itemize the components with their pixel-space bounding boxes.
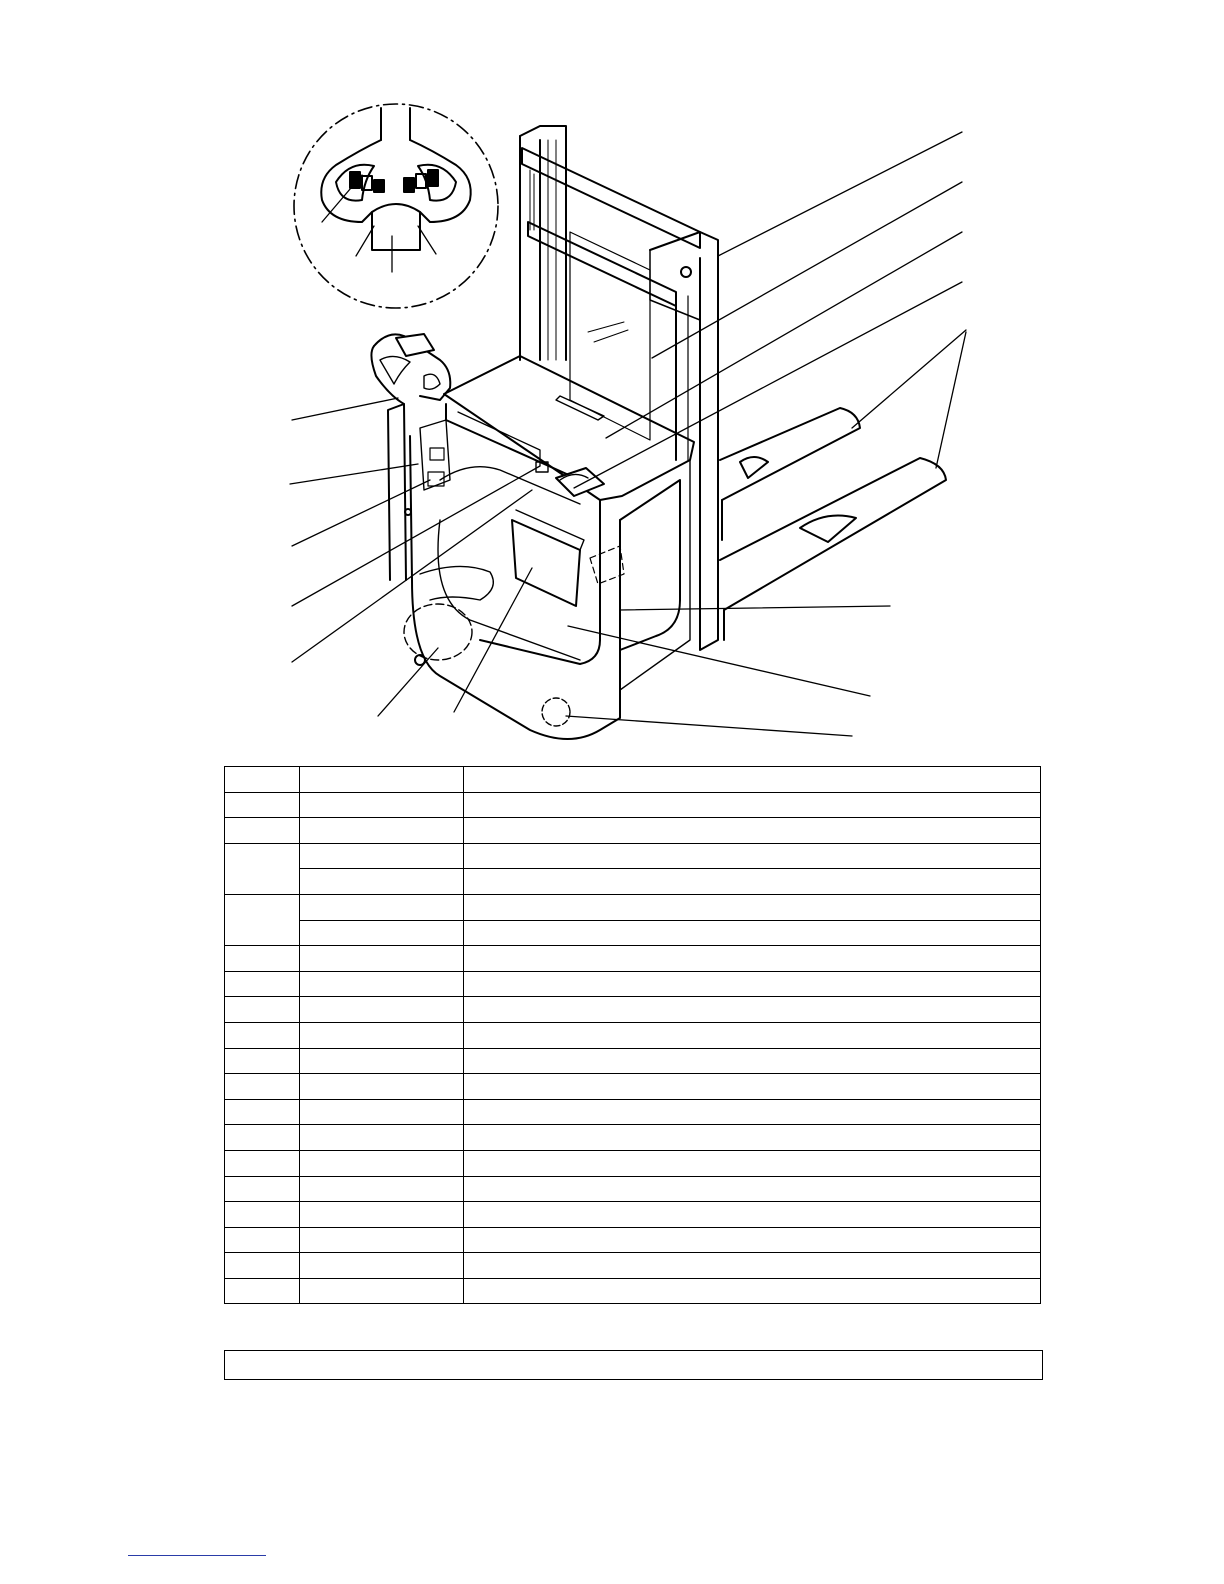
description-cell <box>464 818 1041 844</box>
table-row <box>225 971 1041 997</box>
item-cell <box>225 1227 300 1253</box>
part-cell <box>300 767 464 793</box>
item-cell <box>225 818 300 844</box>
item-cell <box>225 894 300 945</box>
note-box <box>224 1350 1043 1380</box>
description-cell <box>464 1125 1041 1151</box>
part-cell <box>300 920 464 946</box>
table-row <box>225 1278 1041 1304</box>
description-cell <box>464 1150 1041 1176</box>
item-cell <box>225 1125 300 1151</box>
description-cell <box>464 1253 1041 1279</box>
item-cell <box>225 1253 300 1279</box>
part-cell <box>300 1278 464 1304</box>
part-cell <box>300 946 464 972</box>
table-row <box>225 792 1041 818</box>
item-cell <box>225 792 300 818</box>
description-cell <box>464 843 1041 869</box>
description-cell <box>464 1176 1041 1202</box>
description-cell <box>464 792 1041 818</box>
description-cell <box>464 971 1041 997</box>
description-cell <box>464 946 1041 972</box>
part-cell <box>300 1202 464 1228</box>
part-cell <box>300 1150 464 1176</box>
table-row <box>225 1176 1041 1202</box>
description-cell <box>464 1022 1041 1048</box>
table-row <box>225 1022 1041 1048</box>
table-row <box>225 997 1041 1023</box>
table-row <box>225 1202 1041 1228</box>
item-cell <box>225 1099 300 1125</box>
footer-link-underline[interactable] <box>128 1555 266 1556</box>
item-cell <box>225 1074 300 1100</box>
table-row <box>225 1099 1041 1125</box>
detail-inset <box>294 104 498 308</box>
item-cell <box>225 843 300 894</box>
part-cell <box>300 997 464 1023</box>
item-cell <box>225 946 300 972</box>
part-cell <box>300 1253 464 1279</box>
pallet-stacker-illustration <box>0 0 1224 760</box>
item-cell <box>225 1150 300 1176</box>
description-cell <box>464 997 1041 1023</box>
description-cell <box>464 1048 1041 1074</box>
part-cell <box>300 1227 464 1253</box>
part-cell <box>300 971 464 997</box>
table-row <box>225 843 1041 869</box>
table-row <box>225 946 1041 972</box>
table-row <box>225 1048 1041 1074</box>
part-cell <box>300 1125 464 1151</box>
table-row <box>225 1125 1041 1151</box>
part-cell <box>300 1048 464 1074</box>
part-cell <box>300 818 464 844</box>
item-cell <box>225 1176 300 1202</box>
item-cell <box>225 767 300 793</box>
table-row <box>225 767 1041 793</box>
description-cell <box>464 767 1041 793</box>
part-cell <box>300 843 464 869</box>
description-cell <box>464 894 1041 920</box>
table-row <box>225 1150 1041 1176</box>
callout-leaders <box>290 132 966 736</box>
item-cell <box>225 1278 300 1304</box>
part-cell <box>300 1022 464 1048</box>
item-cell <box>225 1022 300 1048</box>
part-cell <box>300 792 464 818</box>
part-cell <box>300 869 464 895</box>
description-cell <box>464 1227 1041 1253</box>
table-row <box>225 1227 1041 1253</box>
description-cell <box>464 920 1041 946</box>
item-cell <box>225 997 300 1023</box>
table-row <box>225 1074 1041 1100</box>
table-row <box>225 894 1041 920</box>
item-cell <box>225 971 300 997</box>
part-cell <box>300 894 464 920</box>
description-cell <box>464 1202 1041 1228</box>
item-cell <box>225 1048 300 1074</box>
description-cell <box>464 1074 1041 1100</box>
part-cell <box>300 1074 464 1100</box>
table-row <box>225 1253 1041 1279</box>
parts-legend-table <box>224 766 1041 1304</box>
description-cell <box>464 1278 1041 1304</box>
part-cell <box>300 1176 464 1202</box>
table-row <box>225 869 1041 895</box>
table-row <box>225 920 1041 946</box>
part-cell <box>300 1099 464 1125</box>
forks <box>720 408 946 640</box>
table-row <box>225 818 1041 844</box>
description-cell <box>464 869 1041 895</box>
item-cell <box>225 1202 300 1228</box>
description-cell <box>464 1099 1041 1125</box>
